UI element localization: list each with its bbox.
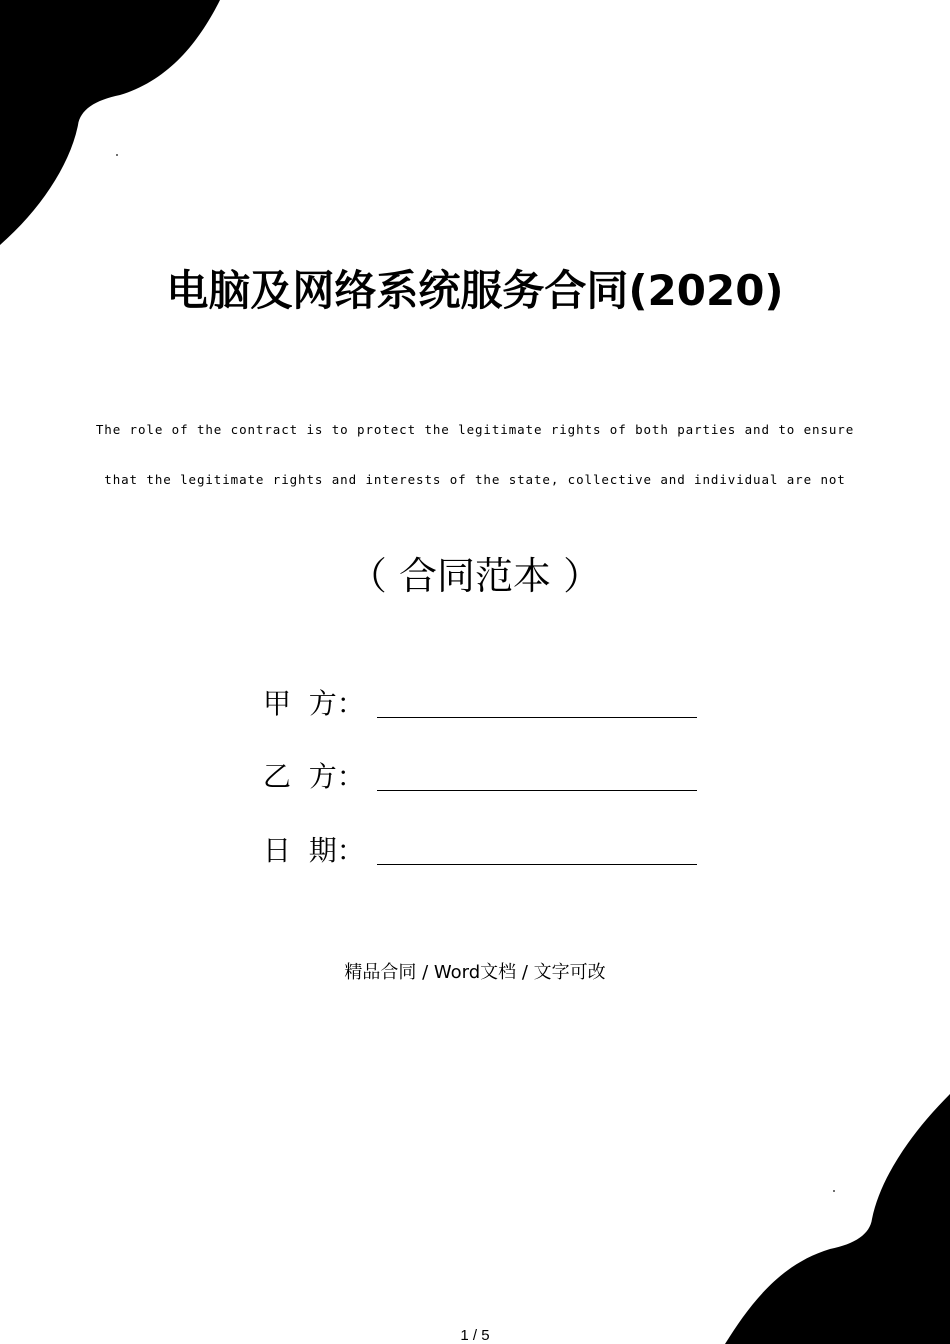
party-a-blank-line (377, 716, 697, 718)
document-type-label: （ 合同范本 ） (348, 554, 602, 598)
subtitle-line-1: The role of the contract is to protect the legitimate rights of both parties and to ensure (95, 422, 855, 437)
date-label: 日 期： (263, 834, 365, 867)
corner-decoration-top-left (0, 0, 230, 250)
decorative-dot (116, 154, 118, 156)
party-a-field (263, 682, 697, 722)
party-b-field (263, 755, 697, 795)
date-blank-line (377, 863, 697, 865)
subtitle-line-2: that the legitimate rights and interests of the state, collective and individual are not (104, 472, 846, 487)
document-tagline: 精品合同 / Word文档 / 文字可改 (344, 962, 606, 983)
party-b-label: 乙 方： (263, 760, 365, 793)
party-b-blank-line (377, 789, 697, 791)
corner-decoration-bottom-right (720, 1094, 950, 1344)
decorative-dot (833, 1190, 835, 1192)
party-a-label: 甲 方： (263, 687, 365, 720)
date-field (263, 829, 697, 869)
page-number: 1 / 5 (460, 1327, 490, 1344)
document-title: 电脑及网络系统服务合同(2020) (166, 266, 784, 315)
